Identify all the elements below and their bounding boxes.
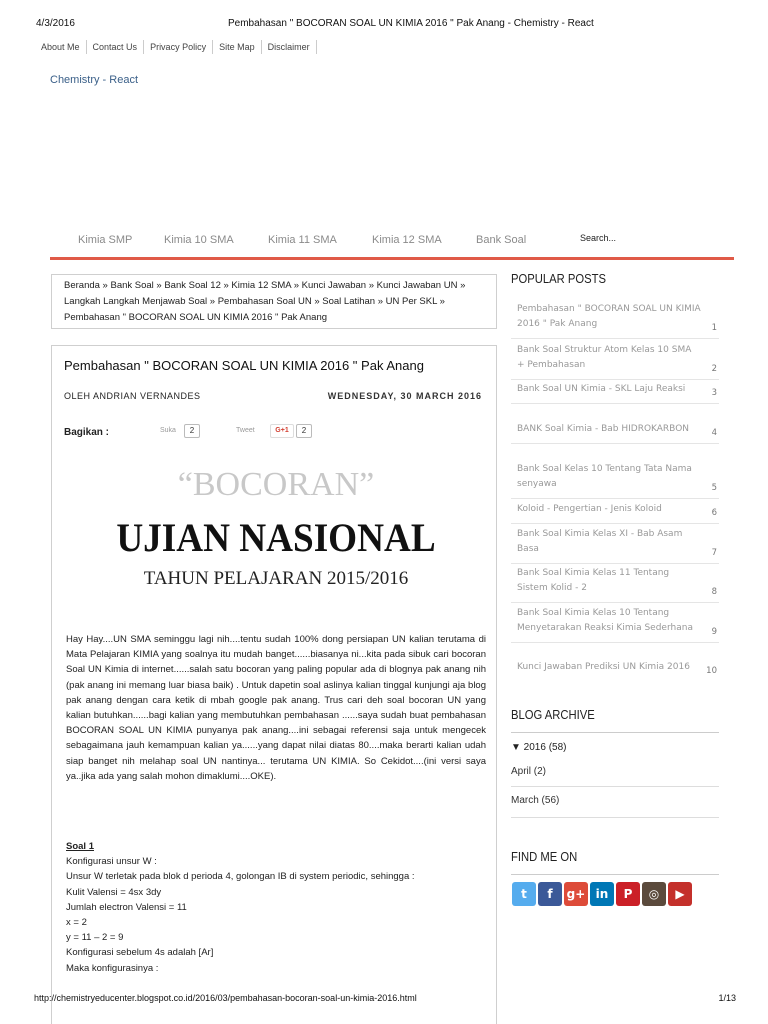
popular-post-item[interactable]	[511, 343, 721, 373]
soal-section	[66, 839, 486, 976]
post-date: WEDNESDAY, 30 MARCH 2016	[327, 391, 482, 401]
soal-line: Konfigurasi sebelum 4s adalah [Ar]	[66, 947, 214, 959]
blog-archive-title: BLOG ARCHIVE	[511, 708, 595, 722]
popular-post-title[interactable]: Koloid - Pengertian - Jenis Koloid	[517, 504, 662, 514]
post-container	[51, 345, 497, 1024]
divider	[511, 874, 719, 875]
divider	[511, 817, 719, 818]
popular-post-item[interactable]	[511, 462, 721, 492]
main-navigation	[50, 228, 734, 260]
popular-post-rank: 5	[711, 483, 717, 493]
site-name-link[interactable]: Chemistry - React	[50, 74, 139, 86]
topnav-privacy-link[interactable]: Privacy Policy	[144, 40, 213, 54]
popular-post-title[interactable]: Bank Soal UN Kimia - SKL Laju Reaksi	[517, 384, 686, 394]
like-count: 2	[184, 424, 200, 438]
post-title: Pembahasan " BOCORAN SOAL UN KIMIA 2016 " Pak Anang	[64, 358, 424, 373]
post-author: OLEH ANDRIAN VERNANDES	[64, 391, 201, 401]
hero-image	[64, 450, 488, 600]
popular-post-item[interactable]	[511, 606, 721, 636]
topnav-disclaimer-link[interactable]: Disclaimer	[262, 40, 317, 54]
popular-post-rank: 6	[711, 508, 717, 518]
archive-year-toggle[interactable]: ▼ 2016 (58)	[511, 742, 567, 753]
soal-line: Jumlah electron Valensi = 11	[66, 901, 187, 913]
popular-post-title[interactable]: Bank Soal Kelas 10 Tentang Tata Nama senyawa	[517, 464, 692, 489]
youtube-icon[interactable]: ▶	[668, 882, 692, 906]
print-date: 4/3/2016	[36, 18, 75, 29]
soal-line: Kulit Valensi = 4sx 3dy	[66, 886, 162, 898]
google-plus-button[interactable]: G+1	[270, 424, 294, 438]
popular-post-item[interactable]	[511, 660, 721, 675]
soal-line: Konfigurasi unsur W :	[66, 856, 157, 868]
sidebar	[511, 272, 719, 901]
social-links	[512, 882, 692, 906]
facebook-icon[interactable]: f	[538, 882, 562, 906]
like-button[interactable]: Suka	[160, 427, 176, 434]
instagram-icon[interactable]: ◎	[642, 882, 666, 906]
nav-bank-soal[interactable]: Bank Soal	[476, 234, 527, 246]
pinterest-icon[interactable]: P	[616, 882, 640, 906]
soal-line: Maka konfigurasinya :	[66, 962, 159, 974]
archive-month-link[interactable]: April (2)	[511, 766, 547, 777]
tweet-button[interactable]: Tweet	[236, 427, 255, 434]
popular-post-title[interactable]: Bank Soal Kimia Kelas 11 Tentang Sistem Kolid - 2	[517, 568, 670, 593]
breadcrumb[interactable]: Beranda » Bank Soal » Bank Soal 12 » Kimia 12 SMA » Kunci Jawaban » Kunci Jawaban UN » Langkah Langkah Menjawab Soal » Pembahasan Soal UN » Soal Latihan » UN Per SKL » Pembahasan " BOCORAN SOAL UN KIMIA 2016 " Pak Anang	[51, 274, 497, 329]
google-plus-icon[interactable]: g+	[564, 882, 588, 906]
divider	[511, 786, 719, 787]
popular-post-item[interactable]	[511, 527, 721, 557]
nav-kimia-12-sma[interactable]: Kimia 12 SMA	[372, 234, 442, 246]
post-intro: Hay Hay....UN SMA seminggu lagi nih....tentu sudah 100% dong persiapan UN kalian terutama di Mata Pelajaran KIMIA yang soalnya itu mudah banget......biasanya ni...kita pada sibuk cari bocoran Soal UN Kimia di internet......salah satu bocoran yang paling popular ada di blognya pak anang nih (pak anang ini memang luar biasa baik) . Untuk dapetin soal aslinya kalian tinggal kunjungi aja blog pak anang dengan cara ketik di mbah google pak anang. Trus cari deh soal bocoran UN yang kalian butuhkan......bagi kalian yang membutuhkan pembahasan ......saya sudah buat pembahasan BOCORAN SOAL UN KIMIA punyanya pak anang....ini sebagai referensi saja untuk mengecek sebagaimana jauh kemampuan kalian ya......yang dapat nilai diatas 80....maka berarti kalian udah siap banget nih melahap soal UN nantinya... terutama UN KIMIA. So Cekidot....(ini versi saya ya..jika ada yang salah mohon dimaklumi....OKE).	[66, 634, 486, 782]
popular-post-item[interactable]	[511, 566, 721, 596]
search-input[interactable]: Search...	[580, 233, 617, 243]
share-bar	[64, 424, 484, 440]
popular-post-rank: 8	[711, 587, 717, 597]
gplus-count: 2	[296, 424, 312, 438]
topnav-about-link[interactable]: About Me	[35, 40, 87, 54]
divider	[511, 732, 719, 733]
topnav-sitemap-link[interactable]: Site Map	[213, 40, 262, 54]
hero-quote: “BOCORAN”	[177, 466, 375, 503]
popular-post-rank: 3	[711, 388, 717, 398]
twitter-icon[interactable]: t	[512, 882, 536, 906]
popular-post-item[interactable]	[511, 502, 721, 517]
popular-post-title[interactable]: Bank Soal Kimia Kelas 10 Tentang Menyetarakan Reaksi Kimia Sederhana	[517, 608, 693, 633]
popular-post-title[interactable]: Bank Soal Struktur Atom Kelas 10 SMA + Pembahasan	[517, 345, 692, 370]
top-navigation	[35, 40, 317, 54]
popular-post-rank: 9	[711, 627, 717, 637]
print-page-number: 1/13	[718, 993, 736, 1003]
linkedin-icon[interactable]: in	[590, 882, 614, 906]
nav-kimia-smp[interactable]: Kimia SMP	[78, 234, 133, 246]
hero-heading: UJIAN NASIONAL	[116, 515, 436, 560]
popular-post-rank: 2	[711, 364, 717, 374]
topnav-contact-link[interactable]: Contact Us	[87, 40, 145, 54]
soal-line: x = 2	[66, 917, 87, 929]
popular-post-title[interactable]: BANK Soal Kimia - Bab HIDROKARBON	[517, 424, 690, 434]
popular-post-title[interactable]: Bank Soal Kimia Kelas XI - Bab Asam Basa	[517, 529, 683, 554]
hero-subheading: TAHUN PELAJARAN 2015/2016	[143, 568, 409, 589]
popular-post-rank: 7	[711, 548, 717, 558]
find-me-on-title: FIND ME ON	[511, 850, 578, 864]
popular-post-item[interactable]	[511, 382, 721, 397]
popular-post-rank: 4	[711, 428, 717, 438]
share-label: Bagikan :	[64, 427, 110, 438]
soal-heading: Soal 1	[66, 841, 94, 852]
popular-posts-title: POPULAR POSTS	[511, 272, 607, 286]
soal-line: Unsur W terletak pada blok d perioda 4, golongan IB di system periodic, sehingga :	[66, 871, 415, 883]
popular-post-title[interactable]: Kunci Jawaban Prediksi UN Kimia 2016	[517, 662, 690, 672]
archive-month-link[interactable]: March (56)	[511, 795, 560, 806]
print-title: Pembahasan " BOCORAN SOAL UN KIMIA 2016 " Pak Anang - Chemistry - React	[228, 18, 594, 29]
print-url: http://chemistryeducenter.blogspot.co.id/2016/03/pembahasan-bocoran-soal-un-kimia-2016.html	[34, 993, 417, 1003]
popular-post-rank: 1	[711, 323, 717, 333]
soal-line: y = 11 – 2 = 9	[66, 932, 124, 944]
nav-kimia-11-sma[interactable]: Kimia 11 SMA	[268, 234, 337, 246]
popular-post-item[interactable]	[511, 302, 721, 332]
print-header	[0, 0, 768, 36]
nav-kimia-10-sma[interactable]: Kimia 10 SMA	[164, 234, 234, 246]
popular-post-title[interactable]: Pembahasan " BOCORAN SOAL UN KIMIA 2016 " Pak Anang	[517, 304, 701, 329]
popular-post-item[interactable]	[511, 422, 721, 437]
popular-post-rank: 10	[706, 666, 717, 676]
